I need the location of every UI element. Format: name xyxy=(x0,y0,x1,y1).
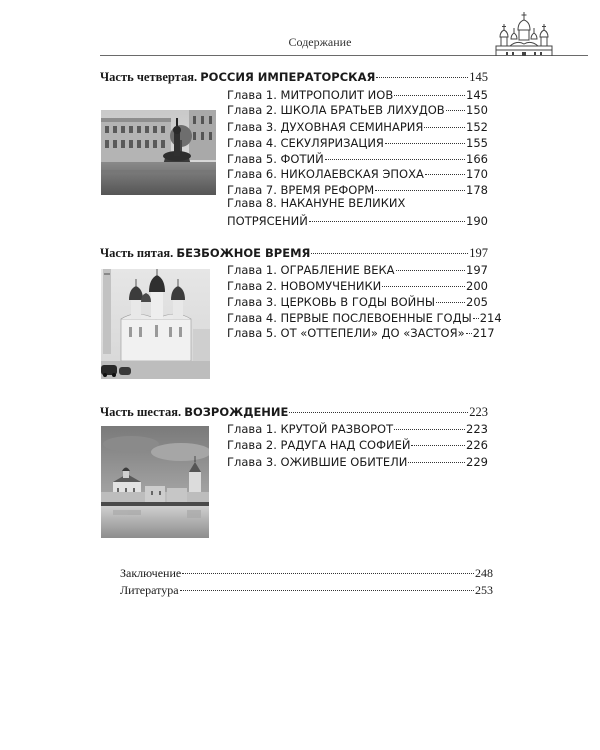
dot-leader xyxy=(424,127,465,128)
part-prefix: Часть шестая. xyxy=(100,405,182,419)
toc-part-5[interactable] xyxy=(100,246,488,260)
chapter-label: Глава 2. РАДУГА НАД СОФИЕЙ xyxy=(227,438,411,452)
toc-chapter[interactable] xyxy=(227,88,488,102)
chapter-label: Глава 7. ВРЕМЯ РЕФОРМ xyxy=(227,183,375,197)
page-number: 190 xyxy=(466,214,488,228)
chapter-label: Глава 3. ОЖИВШИЕ ОБИТЕЛИ xyxy=(227,455,408,469)
chapter-label: Глава 2. ШКОЛА БРАТЬЕВ ЛИХУДОВ xyxy=(227,103,445,117)
page-number: 178 xyxy=(466,183,488,197)
page-number: 253 xyxy=(475,583,493,597)
endmatter-label: Литература xyxy=(120,583,179,597)
toc-chapter[interactable] xyxy=(227,311,502,325)
dot-leader xyxy=(446,110,465,111)
toc-part-6[interactable] xyxy=(100,405,488,419)
dot-leader xyxy=(309,221,465,222)
toc-chapter[interactable] xyxy=(227,326,495,340)
page-number: 217 xyxy=(472,326,495,340)
page-number: 145 xyxy=(466,88,488,102)
chapter-label: Глава 3. ЦЕРКОВЬ В ГОДЫ ВОЙНЫ xyxy=(227,295,436,309)
chapter-label: Глава 5. ОТ «ОТТЕПЕЛИ» ДО «ЗАСТОЯ» xyxy=(227,326,465,340)
page-number: 145 xyxy=(469,70,488,84)
chapter-label: Глава 1. КРУТОЙ РАЗВОРОТ xyxy=(227,422,394,436)
dot-leader xyxy=(394,429,465,430)
dot-leader xyxy=(425,174,465,175)
page-number: 223 xyxy=(469,405,488,419)
page-number: 214 xyxy=(479,311,502,325)
page-number: 223 xyxy=(466,422,488,436)
dot-leader xyxy=(182,573,474,574)
toc-chapter[interactable] xyxy=(227,263,488,277)
chapter-label-line1[interactable]: Глава 8. НАКАНУНЕ ВЕЛИКИХ xyxy=(227,196,406,210)
endmatter-label: Заключение xyxy=(120,566,182,580)
running-header-title: Содержание xyxy=(288,35,352,49)
monument-square-photo xyxy=(101,110,216,195)
page-number: 205 xyxy=(466,295,488,309)
page-number: 155 xyxy=(466,136,488,150)
chapter-label: Глава 1. МИТРОПОЛИТ ИОВ xyxy=(227,88,394,102)
toc-chapter[interactable] xyxy=(227,295,488,309)
saint-sophia-cathedral-photo xyxy=(101,269,210,379)
cathedral-domes-emblem-icon xyxy=(492,10,556,58)
toc-chapter[interactable] xyxy=(227,422,488,436)
dot-leader xyxy=(473,318,479,319)
toc-chapter[interactable] xyxy=(227,167,488,181)
chapter-label: ПОТРЯСЕНИЙ xyxy=(227,214,308,228)
toc-chapter[interactable] xyxy=(227,152,488,166)
dot-leader xyxy=(408,462,465,463)
dot-leader xyxy=(466,333,472,334)
toc-chapter[interactable] xyxy=(227,120,488,134)
dot-leader xyxy=(375,190,465,191)
page-number: 197 xyxy=(466,263,488,277)
part-prefix: Часть четвертая. xyxy=(100,70,198,84)
toc-part-4[interactable] xyxy=(100,70,488,84)
part-title: БЕЗБОЖНОЕ ВРЕМЯ xyxy=(176,246,311,260)
dot-leader xyxy=(394,95,465,96)
chapter-label: Глава 5. ФОТИЙ xyxy=(227,152,324,166)
page-number: 248 xyxy=(475,566,493,580)
dot-leader xyxy=(396,270,465,271)
dot-leader xyxy=(436,302,465,303)
page-number: 200 xyxy=(466,279,488,293)
toc-bibliography[interactable] xyxy=(120,583,493,597)
toc-conclusion[interactable] xyxy=(120,566,493,580)
chapter-label: Глава 3. ДУХОВНАЯ СЕМИНАРИЯ xyxy=(227,120,424,134)
page-number: 226 xyxy=(466,438,488,452)
page-number: 170 xyxy=(466,167,488,181)
part-title: ВОЗРОЖДЕНИЕ xyxy=(184,405,289,419)
dot-leader xyxy=(376,77,468,78)
toc-chapter[interactable] xyxy=(227,455,488,469)
part-title: РОССИЯ ИМПЕРАТОРСКАЯ xyxy=(200,70,376,84)
chapter-label: Глава 6. НИКОЛАЕВСКАЯ ЭПОХА xyxy=(227,167,424,181)
chapter-label: Глава 2. НОВОМУЧЕНИКИ xyxy=(227,279,382,293)
part-prefix: Часть пятая. xyxy=(100,246,174,260)
dot-leader xyxy=(411,445,465,446)
dot-leader xyxy=(325,159,465,160)
toc-chapter[interactable] xyxy=(227,214,488,228)
page-number: 152 xyxy=(466,120,488,134)
dot-leader xyxy=(382,286,465,287)
chapter-label: Глава 4. ПЕРВЫЕ ПОСЛЕВОЕННЫЕ ГОДЫ xyxy=(227,311,472,325)
toc-chapter[interactable] xyxy=(227,183,488,197)
dot-leader xyxy=(289,412,468,413)
dot-leader xyxy=(180,590,474,591)
page-number: 166 xyxy=(466,152,488,166)
toc-chapter[interactable] xyxy=(227,279,488,293)
toc-chapter[interactable] xyxy=(227,438,488,452)
page-number: 197 xyxy=(469,246,488,260)
page-number: 229 xyxy=(466,455,488,469)
dot-leader xyxy=(311,253,468,254)
monastery-waterfront-photo xyxy=(101,426,209,538)
dot-leader xyxy=(385,143,465,144)
toc-chapter[interactable] xyxy=(227,136,488,150)
chapter-label: Глава 4. СЕКУЛЯРИЗАЦИЯ xyxy=(227,136,384,150)
page-number: 150 xyxy=(466,103,488,117)
chapter-label: Глава 1. ОГРАБЛЕНИЕ ВЕКА xyxy=(227,263,395,277)
toc-chapter[interactable] xyxy=(227,103,488,117)
